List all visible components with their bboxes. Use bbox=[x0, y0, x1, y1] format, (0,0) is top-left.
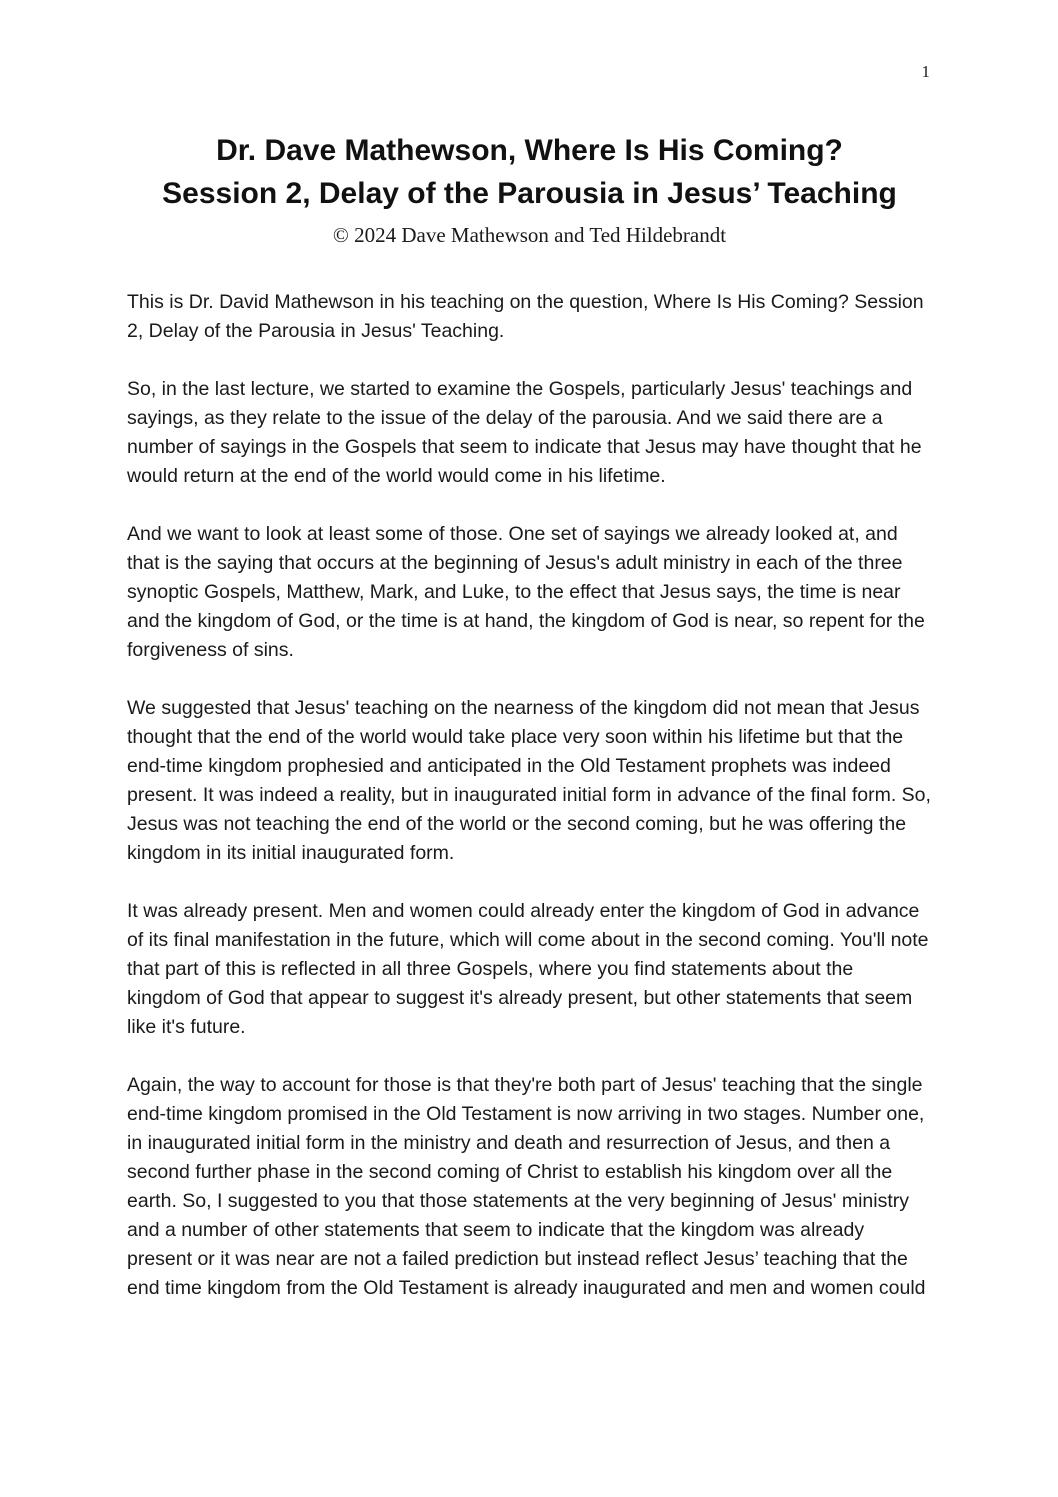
document-content bbox=[127, 130, 932, 1332]
document-title bbox=[127, 130, 932, 215]
title-line-2: Session 2, Delay of the Parousia in Jesus’ Teaching bbox=[162, 176, 897, 210]
title-line-1: Dr. Dave Mathewson, Where Is His Coming? bbox=[216, 134, 843, 167]
paragraph-3: And we want to look at least some of those. One set of sayings we already looked at, and that is the saying that occurs at the beginning of Jesus's adult ministry in each of the three synoptic Gospels, Matthew, Mark, and Luke, to the effect that Jesus says, the time is near and the kingdom of God, or the time is at hand, the kingdom of God is near, so repent for the forgiveness of sins. bbox=[127, 522, 925, 661]
paragraph-4: We suggested that Jesus' teaching on the nearness of the kingdom did not mean that Jesus thought that the end of the world would take place very soon within his lifetime but that the end-time kingdom prophesied and anticipated in the Old Testament prophets was indeed present. It was indeed a reality, but in inaugurated initial form in advance of the final form. So, Jesus was not teaching the end of the world or the second coming, but he was offering the kingdom in its initial inaugurated form. bbox=[127, 696, 931, 864]
copyright-line: © 2024 Dave Mathewson and Ted Hildebrandt bbox=[332, 223, 727, 248]
body-text bbox=[127, 288, 932, 1303]
paragraph-2: So, in the last lecture, we started to examine the Gospels, particularly Jesus' teachings and sayings, as they relate to the issue of the delay of the parousia. And we said there are a number of sayings in the Gospels that seem to indicate that Jesus may have thought that he would return at the end of the world would come in his lifetime. bbox=[127, 377, 922, 487]
paragraph-5: It was already present. Men and women could already enter the kingdom of God in advance of its final manifestation in the future, which will come about in the second coming. You'll note that part of this is reflected in all three Gospels, where you find statements about the kingdom of God that appear to suggest it's already present, but other statements that seem like it's future. bbox=[127, 899, 929, 1038]
paragraph-6: Again, the way to account for those is that they're both part of Jesus' teaching that the single end-time kingdom promised in the Old Testament is now arriving in two stages. Number one, in inaugurated initial form in the ministry and death and resurrection of Jesus, and then a second further phase in the second coming of Christ to establish his kingdom over all the earth. So, I suggested to you that those statements at the very beginning of Jesus' ministry and a number of other statements that seem to indicate that the kingdom was already present or it was near are not a failed prediction but instead reflect Jesus’ teaching that the end time kingdom from the Old Testament is already inaugurated and men and women could bbox=[127, 1073, 926, 1299]
paragraph-1: This is Dr. David Mathewson in his teaching on the question, Where Is His Coming? Session 2, Delay of the Parousia in Jesus' Teaching. bbox=[127, 290, 924, 342]
page-number: 1 bbox=[921, 62, 930, 81]
